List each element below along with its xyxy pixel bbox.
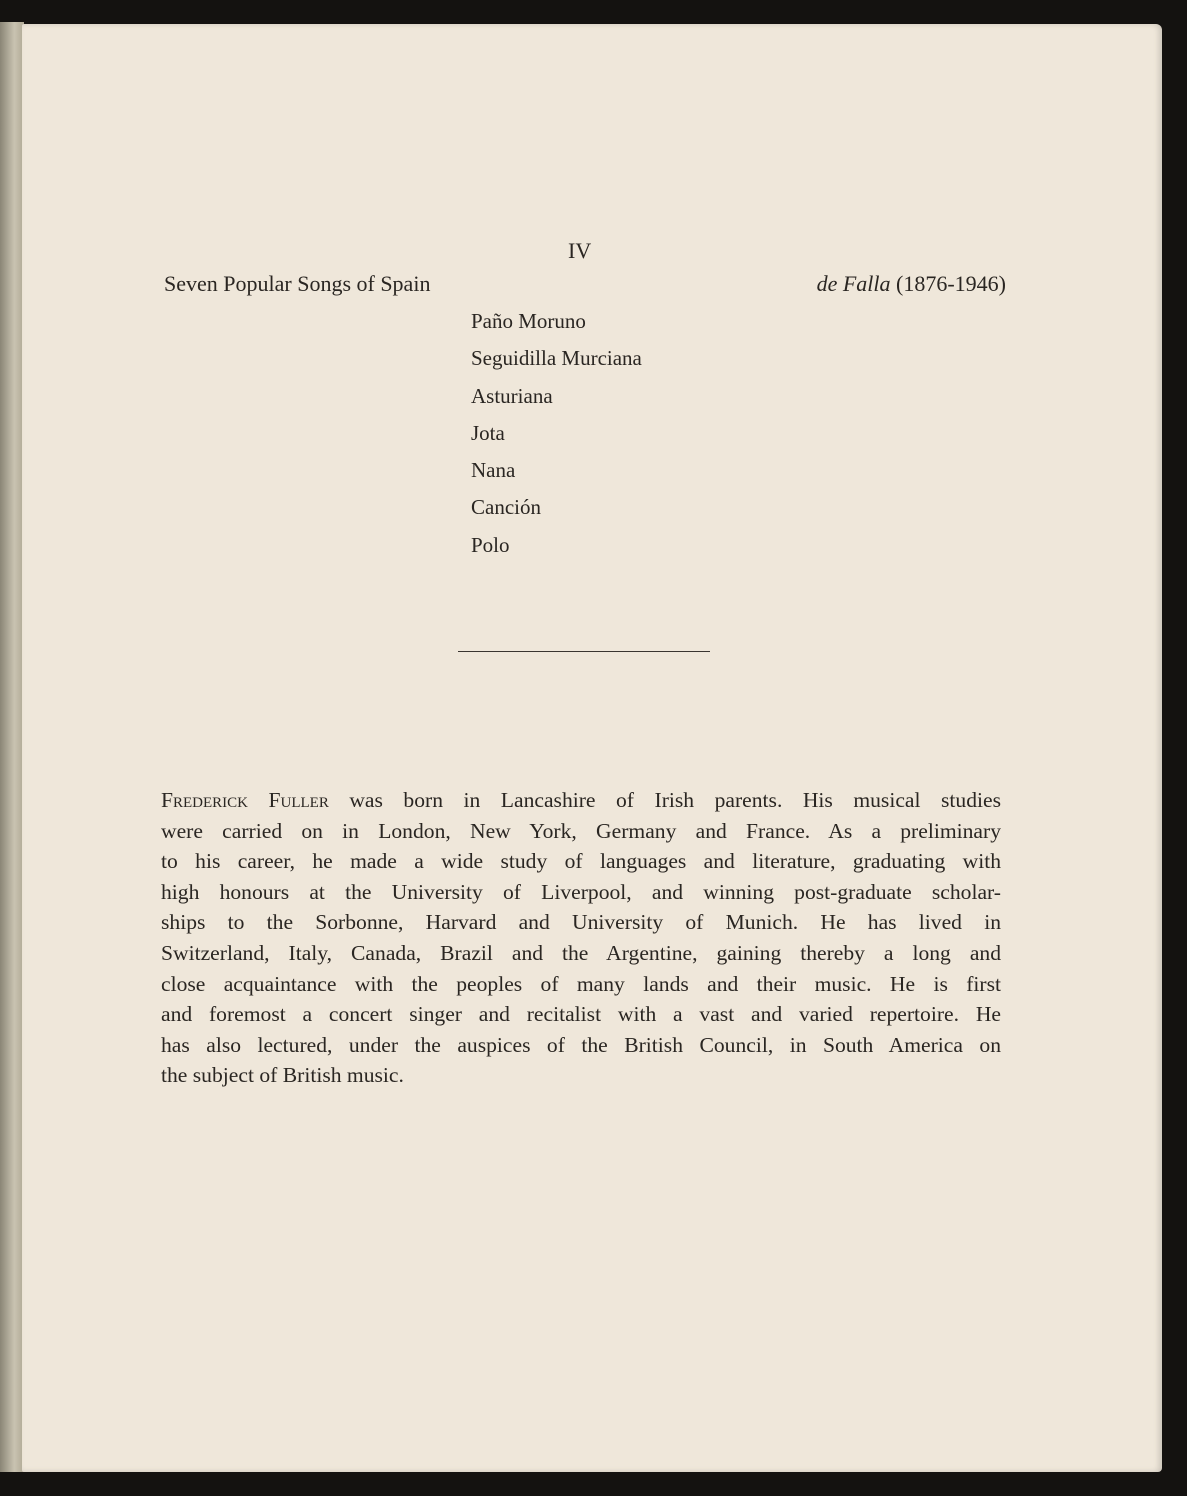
song-item: Paño Moruno — [471, 309, 586, 333]
bio-line: high honours at the University of Liverpool, and winning post-graduate scholar- — [161, 879, 1001, 904]
composer-name: de Falla — [816, 271, 891, 296]
bio-line-text: was born in Lancashire of Irish parents. His musical studies — [328, 788, 1001, 812]
biography-paragraph — [161, 787, 1001, 1093]
song-item: Jota — [471, 420, 505, 445]
bio-line: and foremost a concert singer and recitalist with a vast and varied repertoire. He — [161, 1002, 1001, 1027]
song-item: Asturiana — [471, 383, 553, 408]
document-page — [22, 24, 1162, 1472]
composer — [817, 271, 1006, 297]
song-item: Polo — [471, 532, 510, 557]
bio-name: Frederick Fuller — [161, 788, 329, 812]
bio-line: the subject of British music. — [161, 1063, 404, 1088]
bio-line: ships to the Sorbonne, Harvard and University of Munich. He has lived in — [161, 910, 1001, 935]
song-list — [471, 308, 642, 569]
bio-line — [161, 787, 1001, 818]
song-item: Nana — [471, 458, 516, 483]
composer-dates: (1876-1946) — [896, 271, 1006, 296]
section-numeral: IV — [568, 238, 592, 263]
bio-line: to his career, he made a wide study of languages and literature, graduating with — [161, 849, 1001, 874]
song-item: Seguidilla Murciana — [471, 346, 642, 371]
bio-line: Switzerland, Italy, Canada, Brazil and the Argentine, gaining thereby a long and — [161, 940, 1001, 965]
song-item: Canción — [471, 495, 541, 520]
bio-line: has also lectured, under the auspices of the British Council, in South America on — [161, 1032, 1001, 1057]
bio-line: were carried on in London, New York, Germany and France. As a preliminary — [161, 818, 1001, 843]
work-title: Seven Popular Songs of Spain — [164, 271, 431, 296]
bio-line: close acquaintance with the peoples of many lands and their music. He is first — [161, 971, 1001, 996]
book-spine-edge — [0, 22, 24, 1472]
divider-rule — [458, 651, 710, 652]
